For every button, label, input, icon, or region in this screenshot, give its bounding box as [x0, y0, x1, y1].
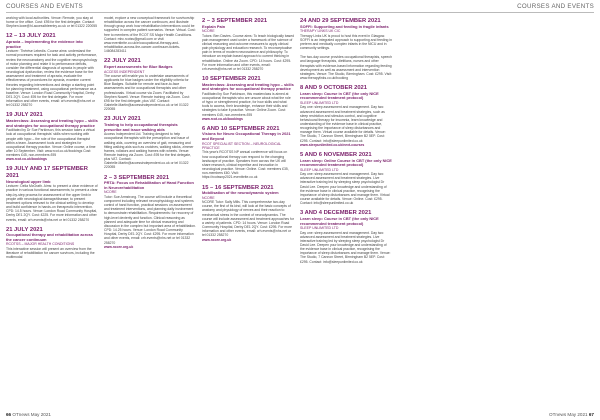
entry-body: Facilitated by Sue Parkinson, this masterclass is aimed at occupational therapists who are unsure about what the role of hypo or strengthened practice, for how skills and what tools to access, their knowledge, enhance their skills and strategies to take it practice. Venue: Online Zoom. Cost: members £45, non-members £95 — [202, 91, 291, 117]
column-6 — [496, 16, 588, 404]
listing-entry — [202, 126, 294, 180]
entry-body: Day one: sleep assessment and management. Day two: advanced assessment and treatment strategies. Live interactive training led by sleeping sleep psychologist Dr David Lee. Deepen your knowledge and understanding of the evidence base in clinical practice, recognising the importance of sleep disturbances and manage them. Venue: The Studio, 7 Cannon Street, Birmingham B2 5EP. Cost: £295. Contact: info@sleepunlimited.co.uk — [300, 230, 391, 264]
listing-entry — [104, 116, 196, 169]
publication-credit: OTnews May 2021 — [12, 412, 51, 417]
page-footer-right — [549, 412, 594, 417]
entry-date: 10 SEPTEMBER 2021 — [202, 76, 261, 82]
entry-title: SOFFI: Supporting and feeding in fragile infants — [300, 23, 389, 29]
entry-body: model, explore a new conceptual framework for survivorship rehabilitation across the cancer continuum, and illustrate through group work how rehabilitation interventions could be supported in complex patient scenarios. Venue: Virtual. Cost: free to members of the RCOT SS Major Health Conditions. Contact: mhc.rcotss@gmail.com or visit www.eventbrite.co.uk/e/occupational-therapy-and-rehabilitation-across-the-cancer-continuum-tickets-146084283411 — [104, 16, 196, 54]
entry-date: 2 – 3 SEPTEMBER 2021 — [202, 18, 268, 24]
entry-organiser: RCOT SPECIALIST SECTION – NEUROLOGICAL PRACTICE — [202, 141, 282, 151]
column-2 — [104, 16, 196, 404]
entry-website-link[interactable]: www.ncore.org.uk — [104, 244, 134, 249]
entry-title: Learn sleep: Online Course in CBT (the only NICE recommended treatment protocol) — [300, 157, 392, 168]
entry-title: Learn sleep: Course in CBT (the only NICE recommended treatment protocol) — [300, 215, 379, 226]
entry-date: 5 AND 6 NOVEMBER 2021 — [300, 151, 372, 158]
entry-title: Masterclass: Assessing and treating hypo – skills and strategies for occupational therapy practice — [6, 118, 98, 128]
entry-organiser: RCOTSS – MAJOR HEALTH CONDITIONS — [6, 242, 75, 247]
listing-entry — [300, 55, 392, 80]
entry-body: The course will enable you to undertake assessments of applicants for blue badges under the eligibility criteria for Blue Badges. Suitable for remote and face-to-face assessments and for occupational therapists and other professionals. Virtual course via Zoom. Facilitated by Stephen Nowell. Venue: Remote training via Zoom. Cost: £95 for the first delegate, plus VAT. Contact: Gabrielle.Martin@accessindependent.co.uk or tel 01322 220055 — [104, 74, 190, 112]
entry-website-link[interactable]: www.sleepunlimited.co.uk/next-courses — [300, 142, 365, 147]
page-number: 66 — [6, 412, 12, 417]
entry-date: 6 AND 10 SEPTEMBER 2021 — [202, 125, 280, 132]
column-5 — [398, 16, 490, 404]
listing-entry — [104, 16, 196, 53]
entry-website-link[interactable]: www.rcot.co.uk/bookings — [6, 157, 47, 162]
entry-body: This year's RCOTSS NP annual conference will focus on how occupational therapy can respond to the changing landscape of practice. Speakers from across the UK will share research, clinical expertise and innovation in neurological practice. Venue: Online. Cost: members £35, non-members £60. Visit: https://rcotssnp2021.eventbrite.co.uk — [202, 150, 289, 180]
entry-body: Day one: sleep assessment and management. Day two: advanced assessment and treatment strategies. Live interactive training led by sleeping sleep psychologist Dr David Lee. Deepen your knowledge and understanding of the evidence base in clinical practice, recognising the importance of sleep disturbances and manage them. Virtual course available for details. Venue: Online. Cost: £295. Contact: info@sleepunlimited.co.uk — [300, 172, 390, 206]
entry-date: 22 JULY 2021 — [104, 58, 141, 65]
listing-entry — [202, 18, 294, 71]
listing-entry — [104, 175, 196, 249]
entry-organiser: NCORE — [202, 195, 215, 200]
entry-organiser: SLEEP UNLIMITED LTD — [300, 226, 339, 231]
entry-date: 19 JULY 2021 — [6, 112, 43, 119]
entry-date: 12 – 13 JULY 2021 — [6, 33, 56, 40]
column-3 — [202, 16, 294, 404]
entry-date: 3 AND 4 DECEMBER 2021 — [300, 210, 372, 217]
entry-website-link[interactable]: www.rcot.co.uk/bookings — [202, 116, 243, 121]
entry-organiser: ACCESS INDEPENDENT — [104, 69, 145, 74]
entry-title: Visions for Neuro Occupational Therapy in 2021 and Beyond — [202, 131, 291, 142]
listing-entry — [300, 85, 392, 147]
entry-body: Therapy Links UK is proud to host this event in Glasgow. SOFFI is an integrated approach to supporting and feeding in preterm and medically complex infants in the NICU and in community settings. — [300, 33, 392, 51]
entry-website-link[interactable]: www.ncore.org.uk — [202, 237, 232, 242]
header-divider — [6, 12, 594, 13]
listing-entry — [202, 76, 294, 121]
page-header-left: COURSES AND EVENTS — [6, 3, 83, 10]
page-footer-left — [6, 412, 51, 417]
listing-entry — [104, 58, 196, 111]
entry-date: 23 JULY 2021 — [104, 116, 141, 123]
entry-title: Learn sleep: Course in CBT (the only NICE recommended treatment protocol) — [300, 90, 379, 101]
entry-title: PRTA: Focus on Rehabilitation of Hand Function in Neurorehabilitation — [104, 180, 194, 190]
entry-body: Day one: sleep assessment and management. Day two: advanced assessment and treatment strategies, such as sleep restriction and stimulus control, and cognitive behavioural therapy for insomnia, learn knowledge and understanding of the evidence base in clinical practice, recognising the importance of sleep disturbances and manage them. Virtual course available for details. Venue: The Studio, 7 Cannon Street, Birmingham B2 5EP. Cost: £295. Contact: info@sleepunlimited.co.uk — [300, 105, 386, 143]
entry-title: Mobilisation of the neurodynamic system — [202, 190, 279, 196]
entry-body: Lecturer: Delia McGrath. Aims: to present a clear evidence of practice in various functional assessments; to present a clear step-by-step process for assessment of the upper limb in people with neurological damage/disease; to present treatment options relevant to the clinical setting; to develop and build confidence in hands-on therapeutic intervention. CPD: 14.5 hours. Venue: London Road Community Hospital, Derby DE1 2QY. Cost: £225. For more information and other events, email: crh.events@nhs.net or tel 01332 258270 — [6, 184, 98, 222]
entry-date: 21 JULY 2021 — [6, 226, 43, 233]
entry-title: Training to help occupational therapists prescribe and issue walking aids — [104, 122, 178, 132]
column-1 — [6, 16, 98, 404]
entry-organiser: SLEEP UNLIMITED LTD — [300, 100, 339, 105]
listing-entry — [202, 185, 294, 242]
entry-body: The two-day course provides occupational therapists, speech and language therapists, dietitians, nurses and other therapists with evidence-based information regarding feeding development as well as assessment and intervention strategies. Venue: The Studio, Birmingham. Cost: £295. Visit: www.therapylinks.co.uk/booking — [300, 55, 392, 80]
entry-organiser: NCORE — [104, 190, 117, 195]
entry-title: Neurological upper limb — [6, 178, 51, 184]
listing-entry — [6, 166, 98, 221]
listing-entry — [6, 227, 98, 260]
entry-organiser: NCORE — [202, 29, 215, 34]
entry-organiser: SLEEP UNLIMITED LTD — [300, 167, 339, 172]
entry-title: Occupational therapy and rehabilitation across the cancer continuum — [6, 232, 93, 242]
page-number: 67 — [588, 412, 594, 417]
entry-date: 2 – 3 SEPTEMBER 2021 — [104, 174, 170, 181]
entry-body: Lecturer: Thérèse Lebedis. Course aims: understand the normal processes required for task and activity performance, review the neuroanatomy and the cognitive neuropsychology of motor planning and relate it to performance deficits, consider the differential diagnosis of apraxia in people with neurological dysfunction, review the evidence base for the assessment and treatment of apraxia, evaluate the effectiveness of procedures for apraxia, examine current theories regarding interventions and design a starting point for planning treatment, using occupational performance as a baseline. Venue: London Road Community Hospital, Derby DE1 2QY. Cost: £95 for the first delegate. For more information and other events, email: crh.events@nhs.net or tel 01332 258270 — [6, 49, 98, 108]
entry-organiser: THERAPY LINKS UK CIC — [300, 29, 341, 34]
entry-title: Expert assessments for Blue Badges — [104, 64, 173, 69]
entry-body: Access Independent Ltd. Training designed to help occupational therapists with the prescription and issue of walking aids, covering an overview of gait, measuring and fitting walking aids such as crutches, walking sticks, zimmer frames, rollators and walking frames with wheels. Venue: Remote training via Zoom. Cost: £95 for the first delegate, plus VAT. Contact: Gabrielle.Martin@accessindependent.co.uk or tel 01322 220055 — [104, 132, 194, 170]
entry-date: 15 – 16 SEPTEMBER 2021 — [202, 184, 274, 191]
entry-body: NCORE Tutor: Sally Mills. This comprehensive two-day course, the first of its kind, will look at the basic concepts of anatomy and physiology of nerves and their reaction to mechanical stress in the context of neurodynamics. The course will include assessment and treatment approaches for a variety of patients. CPD: 14 hours. Venue: London Road Community Hospital, Derby DE1 2QY. Cost: £295. For more information and other events, email: crh.events@nhs.net or tel 01332 258270 — [202, 200, 294, 238]
entry-body: This interactive session will present an overview from the literature of rehabilitation for cancer survivors, including the multimodal — [6, 246, 95, 260]
page-header-right: COURSES AND EVENTS — [517, 3, 594, 10]
entry-body: Facilitated by Dr Sue Parkinson, this session takes a virtual look at occupational therapists' skills when working with people with hypo – the role of the occupational therapist within a team. Assessment tools and strategies for occupational therapy practice. Venue: Online course, a time after 10 September. Visit: www.rcot.co.uk/bookings Cost: members £45, non-members £95 — [6, 128, 96, 158]
listing-entry — [6, 16, 98, 28]
entry-title: Explain Pain — [202, 23, 226, 29]
entry-body: working with local authorities. Venue: Remote, you stay at home or the office. Cost: £95 for the first delegate. Contact: Stephen.lowe@hl-accessibleentry.co.uk or tel 01322 220055 — [6, 16, 98, 29]
entry-date: 24 AND 29 SEPTEMBER 2021 — [300, 18, 381, 24]
entry-date: 8 AND 9 OCTOBER 2021 — [300, 85, 368, 92]
entry-body: Tutor: Sue Armstrong. The course will include a theoretical component including relevant neurophysiology and systems control of hand function, practical sessions on assessment and treatment interventions, and planning daily involvement to demonstrate rehabilitation. Requirements: for recovery of high-level dexterity and function. Clinical reasoning as planned and adequate time for clinical reasoning and discussion in the complex but important area of rehabilitation. CPD: 14.25 hours. Venue: London Road Community Hospital, Derby DE1 2QY. Cost: £295. For more information and other events, email: crh.events@nhs.net or tel 01332 258270 — [104, 194, 196, 245]
column-4 — [300, 16, 392, 404]
listing-entry — [6, 33, 98, 107]
entry-body: Tutors: Ben Davies. Course aims: To teach biologically based pain management used under a framework of the science of clinical reasoning and outcome measures to apply clinical pain physiology and education research. To reconceptualise pain in terms of modern neuroscience and philosophy. To introduce an explain based approach to current thinking in rehabilitation. Online via Zoom. CPD: 14 hours. Cost: £295. For more information and other events, email: crh.events@nhs.net or tel 01332 258270 — [202, 33, 294, 71]
entry-title: Apraxia – Implementing the evidence into practice — [6, 39, 83, 49]
listing-entry — [300, 152, 392, 205]
publication-credit: OTnews May 2021 — [549, 412, 588, 417]
listing-entry — [300, 18, 392, 50]
listing-entry — [300, 210, 392, 263]
entry-date: 19 JULY AND 17 SEPTEMBER 2021 — [6, 166, 88, 180]
entry-title: Masterclass: Assessing and treating hypo – skills and strategies for occupational therapy practice — [202, 81, 294, 92]
listing-entry — [6, 112, 98, 161]
